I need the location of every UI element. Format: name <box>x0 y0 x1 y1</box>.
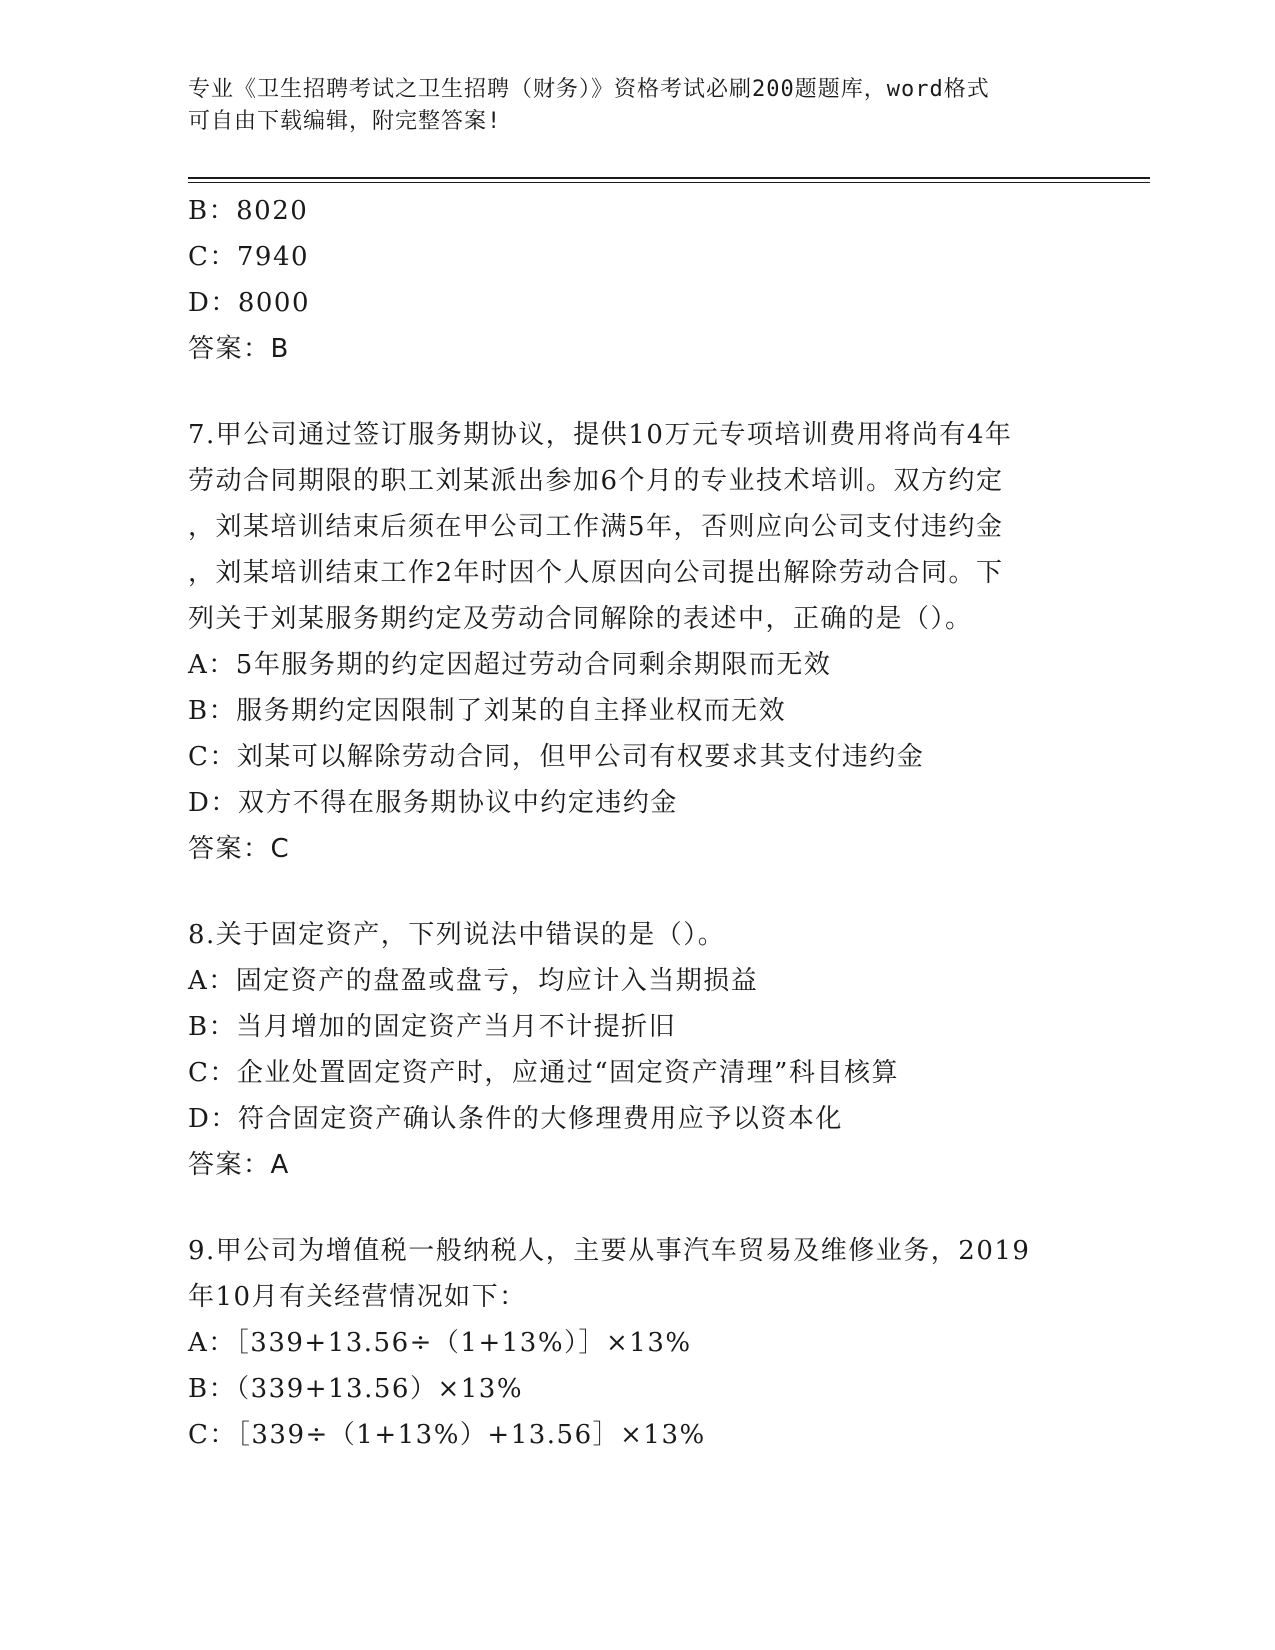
spacer <box>188 872 1088 912</box>
question-stem-line: 劳动合同期限的职工刘某派出参加6个月的专业技术培训。双方约定 <box>188 466 1004 496</box>
option-a: A：固定资产的盘盈或盘亏，均应计入当期损益 <box>188 966 759 996</box>
question-9 <box>188 1228 1088 1458</box>
option-d: D：双方不得在服务期协议中约定违约金 <box>188 788 678 818</box>
question-stem-line: 年10月有关经营情况如下： <box>188 1282 527 1312</box>
option-c: C：［339÷（1+13%）+13.56］×13% <box>188 1420 706 1450</box>
option-c: C：7940 <box>188 242 310 272</box>
option-d: D：符合固定资产确认条件的大修理费用应予以资本化 <box>188 1104 843 1134</box>
answer-line: 答案：A <box>188 1150 290 1180</box>
spacer <box>188 372 1088 412</box>
question-stem-line: ，刘某培训结束工作2年时因个人原因向公司提出解除劳动合同。下 <box>188 558 1004 588</box>
header-line-1: 专业《卫生招聘考试之卫生招聘（财务）》资格考试必刷200题题库，word格式 <box>188 77 990 102</box>
header-divider-thick <box>188 177 1150 179</box>
answer-line: 答案：B <box>188 334 290 364</box>
question-7 <box>188 412 1088 872</box>
question-stem-line: 8.关于固定资产，下列说法中错误的是（）。 <box>188 920 726 950</box>
option-a: A：5年服务期的约定因超过劳动合同剩余期限而无效 <box>188 650 832 680</box>
header-divider-thin <box>188 182 1150 183</box>
option-c: C：企业处置固定资产时，应通过“固定资产清理”科目核算 <box>188 1058 899 1088</box>
option-b: B：服务期约定因限制了刘某的自主择业权而无效 <box>188 696 787 726</box>
option-c: C：刘某可以解除劳动合同，但甲公司有权要求其支付违约金 <box>188 742 925 772</box>
question-stem-line: 9.甲公司为增值税一般纳税人，主要从事汽车贸易及维修业务，2019 <box>188 1236 1031 1266</box>
option-b: B：8020 <box>188 196 309 226</box>
header-line-2: 可自由下载编辑，附完整答案! <box>188 109 502 134</box>
option-b: B：当月增加的固定资产当月不计提折旧 <box>188 1012 677 1042</box>
question-8 <box>188 912 1088 1188</box>
option-a: A：［339+13.56÷（1+13%）］×13% <box>188 1328 692 1358</box>
option-d: D：8000 <box>188 288 311 318</box>
answer-line: 答案：C <box>188 834 291 864</box>
spacer <box>188 1188 1088 1228</box>
question-6-tail <box>188 188 1088 372</box>
question-stem-line: ，刘某培训结束后须在甲公司工作满5年，否则应向公司支付违约金 <box>188 512 1004 542</box>
question-stem-line: 列关于刘某服务期约定及劳动合同解除的表述中，正确的是（）。 <box>188 604 973 634</box>
question-stem-line: 7.甲公司通过签订服务期协议，提供10万元专项培训费用将尚有4年 <box>188 420 1013 450</box>
page-header <box>188 74 1088 138</box>
document-body <box>188 188 1088 1458</box>
option-b: B：（339+13.56）×13% <box>188 1374 524 1404</box>
